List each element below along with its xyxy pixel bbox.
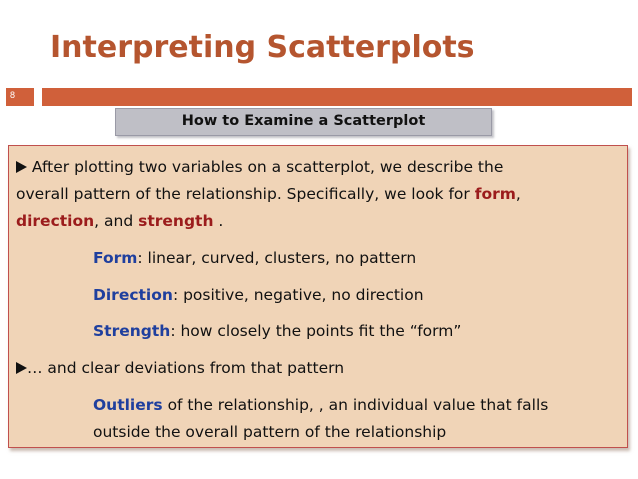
term-direction: Direction [93,286,173,304]
list-item-direction [93,285,424,305]
paragraph-2-text: … and clear deviations from that pattern [27,359,345,377]
paragraph-1-text-2: overall pattern of the relationship. Specifically, we look for [16,185,475,203]
outliers-desc-2: outside the overall pattern of the relationship [93,423,447,441]
outliers-line-1 [93,395,548,415]
content-box [8,145,628,448]
outliers-desc-1: of the relationship, , an individual value that falls [162,396,549,414]
page-number-badge [6,88,34,106]
subtitle-box [115,108,492,136]
paragraph-2 [16,358,344,378]
paragraph-1-line-2 [16,184,521,204]
keyword-form: form [474,185,516,203]
slide-title: Interpreting Scatterplots [50,30,475,65]
desc-strength: : how closely the points fit the “form” [170,322,462,340]
outliers-line-2 [93,422,446,442]
term-form: Form [93,249,138,267]
subtitle: How to Examine a Scatterplot [181,113,426,129]
paragraph-1-line-3 [16,211,223,231]
header-rule [42,88,632,106]
keyword-strength: strength [138,212,214,230]
paragraph-1-line-1 [16,157,503,177]
paragraph-1-text-1: After plotting two variables on a scatterplot, we describe the [27,158,504,176]
page-number: 8 [10,90,16,100]
comma: , [515,185,521,203]
arrow-bullet-icon [16,161,27,173]
desc-form: : linear, curved, clusters, no pattern [137,249,417,267]
arrow-bullet-icon [16,362,27,374]
term-outliers: Outliers [93,396,163,414]
keyword-direction: direction [16,212,95,230]
end-period: . [213,212,224,230]
term-strength: Strength [93,322,171,340]
and-text: , and [94,212,139,230]
list-item-strength [93,321,461,341]
list-item-form [93,248,416,268]
desc-direction: : positive, negative, no direction [172,286,424,304]
